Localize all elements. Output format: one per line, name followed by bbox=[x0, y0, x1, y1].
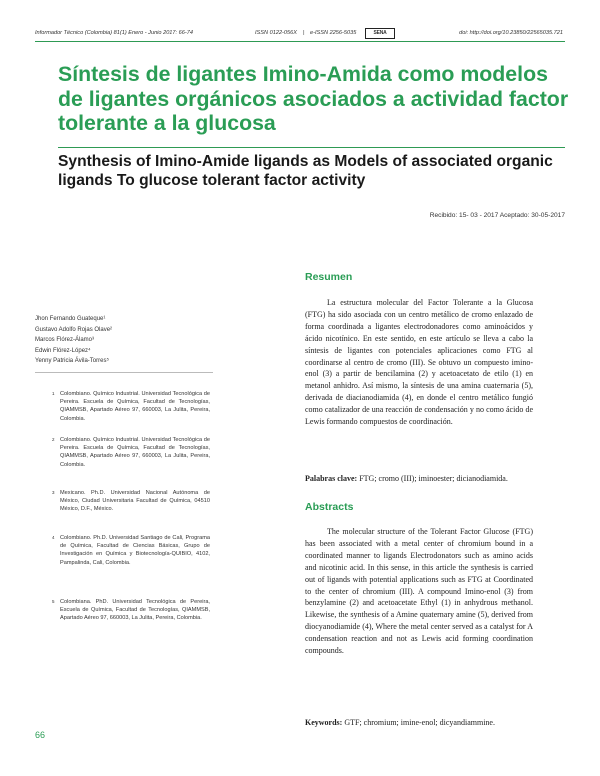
author-name: Gustavo Adolfo Rojas Olave² bbox=[35, 326, 113, 333]
affiliation: Colombiano. Químico Industrial. Universidad Tecnológica de Pereira. Escuela de Química, Facultad de Tecnologías, QIAMMSB, Apartado Aéreo 97, 660003, La Julita, Pereira, Colombia. bbox=[60, 437, 210, 468]
author-name: Marcos Flórez-Álamo³ bbox=[35, 337, 95, 344]
header-divider bbox=[35, 41, 565, 42]
journal-citation: Informador Técnico (Colombia) 81(1) Enero - Junio 2017: 66-74 bbox=[35, 30, 193, 36]
keywords-label: Keywords: bbox=[305, 718, 343, 727]
sena-logo: SENA bbox=[365, 28, 395, 39]
authors-divider bbox=[35, 372, 213, 373]
title-divider bbox=[58, 147, 565, 148]
keywords-list: FTG; cromo (III); iminoester; dicianodiamida. bbox=[357, 474, 508, 483]
affiliation: Colombiana. PhD. Universidad Tecnológica de Pereira, Escuela de Química, Facultad de Tecnologías, QIAMMSB, Apartado Aéreo 97, 660003, La Julita, Pereira, Colombia. bbox=[60, 599, 210, 622]
affiliation: Mexicano. Ph.D. Universidad Nacional Autónoma de México, Ciudad Universitaria Facultad de Química, 04510 México, D.F., México. bbox=[60, 490, 210, 513]
affiliation: Colombiano. Químico Industrial. Universidad Tecnológica de Pereira. Escuela de Química, Facultad de Tecnologías, QIAMMSB, Apartado Aéreo 97, 660003, La Julita, Pereira, Colombia. bbox=[60, 391, 210, 422]
title-english: Synthesis of Imino-Amide ligands as Models of associated organic ligands To glucose tolerant factor activity bbox=[58, 153, 553, 189]
received-accepted-dates: Recibido: 15- 03 - 2017 Aceptado: 30-05-2017 bbox=[429, 212, 565, 219]
palabras-clave bbox=[305, 473, 537, 485]
keywords-list: GTF; chromium; imine-enol; dicyandiammine. bbox=[342, 718, 495, 727]
header-separator: | bbox=[303, 30, 305, 36]
eissn: e-ISSN 2256-5035 bbox=[310, 30, 357, 36]
abstract-heading: Abstracts bbox=[305, 501, 354, 513]
affiliation-number: 3 bbox=[52, 490, 55, 495]
affiliation-number: 4 bbox=[52, 535, 55, 540]
author-name: Edwin Flórez-López⁴ bbox=[35, 347, 91, 354]
affiliation: Colombiano. Ph.D. Universidad Santiago de Cali, Programa de Química, Facultad de Ciencias Básicas, Grupo de Investigación en Química y Biotecnología-QUIBIO, 4102, Pampalinda, Cali, Colombia. bbox=[60, 535, 210, 566]
resumen-heading: Resumen bbox=[305, 271, 353, 283]
author-list bbox=[35, 314, 165, 367]
abstract-text: The molecular structure of the Tolerant Factor Glucose (FTG) has been associated with a metal center of chromium bound in a coordinated manner to ligands Electrodonators such as amino acids and nicotinic acid. In this sense, in this article the synthesis is carried out of ligands with potential applications such as FTG at Coordinated to the center of chromium (III). A compound Imino-enol (3) from benzylamine (2) and acetoacetate Ethyl (1) in anhydrous methanol. Likewise, the synthesis of a Amine quaternary amine (5), derived from diocyanodiamide (4), Where the metal center served as a catalyst for A condensation reaction and not as Lewis acid forming coordination compounds. bbox=[305, 527, 533, 656]
author-name: Yenny Patricia Ávila-Torres⁵ bbox=[35, 358, 109, 365]
affiliation-number: 2 bbox=[52, 437, 55, 442]
author-name: Jhon Fernando Guateque¹ bbox=[35, 316, 106, 322]
issn: ISSN 0122-056X bbox=[255, 30, 297, 36]
keywords-en bbox=[305, 717, 537, 729]
keywords-label: Palabras clave: bbox=[305, 474, 358, 483]
affiliation-number: 1 bbox=[52, 391, 55, 396]
title-spanish: Síntesis de ligantes Imino-Amida como modelos de ligantes orgánicos asociados a actividad factor tolerante a la glucosa bbox=[58, 62, 569, 135]
page-number: 66 bbox=[35, 730, 46, 740]
affiliation-number: 5 bbox=[52, 599, 55, 604]
resumen-text: La estructura molecular del Factor Tolerante a la Glucosa (FTG) ha sido asociada con un centro metálico de cromo enlazado de forma coordinada a ligantes electrodonadores como aminoácidos y ácido nicotínico. En este sentido, en este artículo se lleva a cabo la síntesis de ligantes con potenciales aplicaciones como FTG al coordinarse al centro de cromo (III). Se obtuvo un compuesto imino-enol (3) a partir de bencilamina (2) y acetoacetato de etilo (1) en metanol anhidro. Así mismo, la síntesis de una amina cuaternaria (5), derivada de diacianodiamida (4), en donde el centro metálico fungió como catalizador de una reacción de condensación y no como ácido de Lewis formando compuestos de coordinación. bbox=[305, 298, 533, 427]
doi-link[interactable]: doi: http://doi.org/10.23850/22565035.721 bbox=[459, 30, 563, 36]
